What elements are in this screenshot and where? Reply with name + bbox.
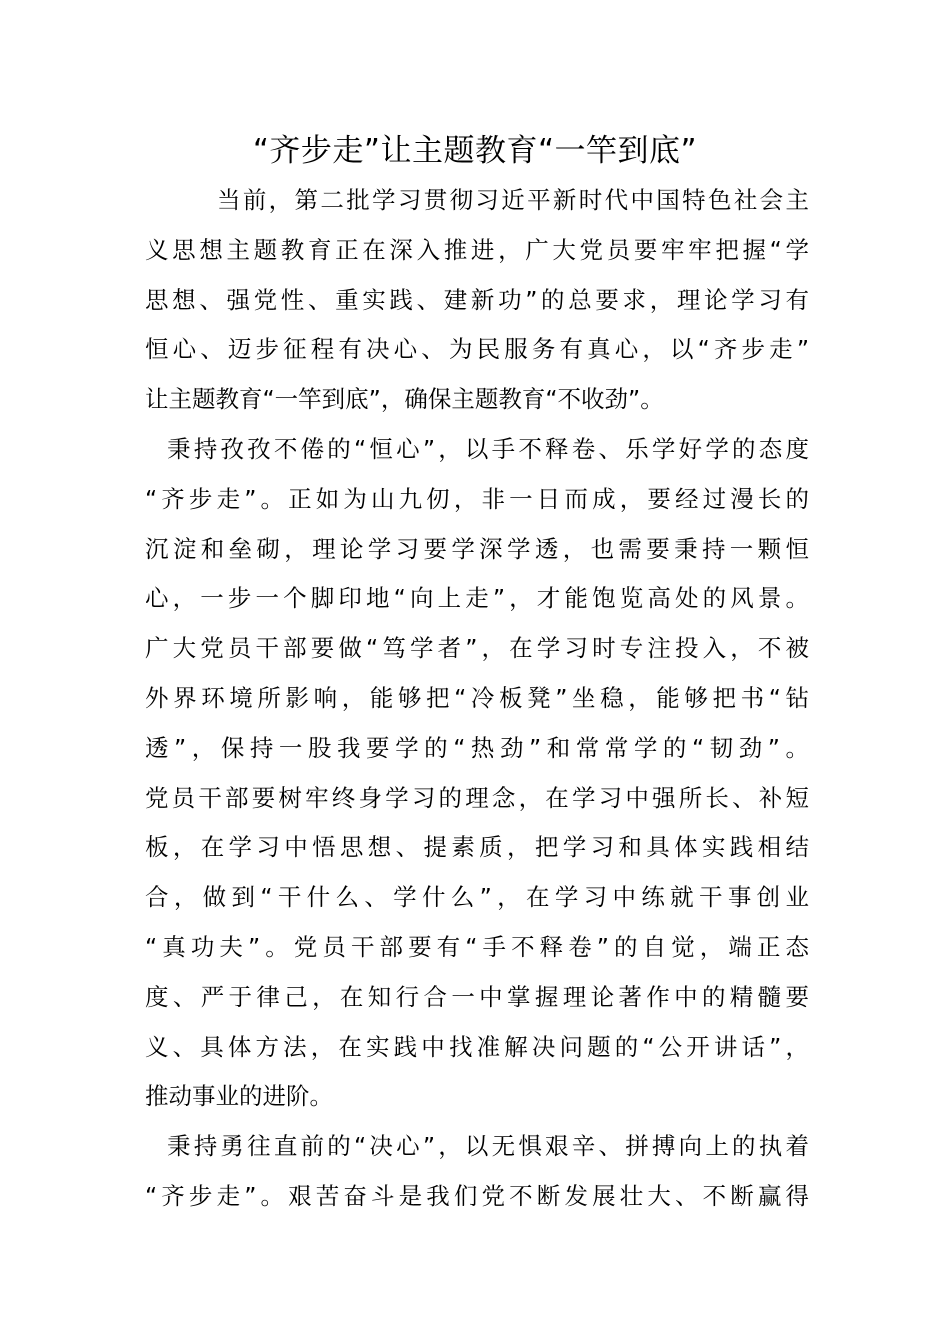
paragraph-line: 让主题教育“一竿到底”，确保主题教育“不收劲”。 xyxy=(145,385,664,414)
paragraph xyxy=(145,176,809,425)
paragraph xyxy=(145,425,809,1122)
paragraph-line: 外界环境所影响，能够把“冷板凳”坐稳，能够把书“钻 xyxy=(145,683,809,712)
paragraph-line: 透”，保持一股我要学的“热劲”和常常学的“韧劲”。 xyxy=(145,733,809,762)
paragraph-line: 恒心、迈步征程有决心、为民服务有真心，以“齐步走” xyxy=(145,335,809,364)
paragraph-line: 义、具体方法，在实践中找准解决问题的“公开讲话”， xyxy=(145,1032,809,1061)
paragraph-line: 义思想主题教育正在深入推进，广大党员要牢牢把握“学 xyxy=(145,235,809,264)
paragraph-line: 秉持勇往直前的“决心”，以无惧艰辛、拼搏向上的执着 xyxy=(167,1132,809,1161)
paragraph-line: 心，一步一个脚印地“向上走”，才能饱览高处的风景。 xyxy=(145,584,809,613)
document-title: “齐步走”让主题教育“一竿到底” xyxy=(252,133,698,169)
paragraph-line: “真功夫”。党员干部要有“手不释卷”的自觉，端正态 xyxy=(145,932,809,961)
paragraph-line: “齐步走”。正如为山九仞，非一日而成，要经过漫长的 xyxy=(145,484,809,513)
paragraph-line: 广大党员干部要做“笃学者”，在学习时专注投入，不被 xyxy=(145,634,809,663)
paragraph-line: 度、严于律己，在知行合一中掌握理论著作中的精髓要 xyxy=(145,982,809,1011)
paragraph-line: 板，在学习中悟思想、提素质，把学习和具体实践相结 xyxy=(145,833,809,862)
paragraph xyxy=(145,1122,809,1222)
paragraph-line: “齐步走”。艰苦奋斗是我们党不断发展壮大、不断赢得 xyxy=(145,1181,809,1210)
paragraph-line: 秉持孜孜不倦的“恒心”，以手不释卷、乐学好学的态度 xyxy=(167,434,809,463)
document-body xyxy=(145,176,809,1222)
paragraph-line: 思想、强党性、重实践、建新功”的总要求，理论学习有 xyxy=(145,285,809,314)
paragraph-line: 党员干部要树牢终身学习的理念，在学习中强所长、补短 xyxy=(145,783,809,812)
paragraph-line: 合，做到“干什么、学什么”，在学习中练就干事创业 xyxy=(145,883,809,912)
paragraph-line: 推动事业的进阶。 xyxy=(145,1082,333,1111)
paragraph-line: 沉淀和垒砌，理论学习要学深学透，也需要秉持一颗恒 xyxy=(145,534,809,563)
paragraph-line: 当前，第二批学习贯彻习近平新时代中国特色社会主 xyxy=(217,186,809,214)
